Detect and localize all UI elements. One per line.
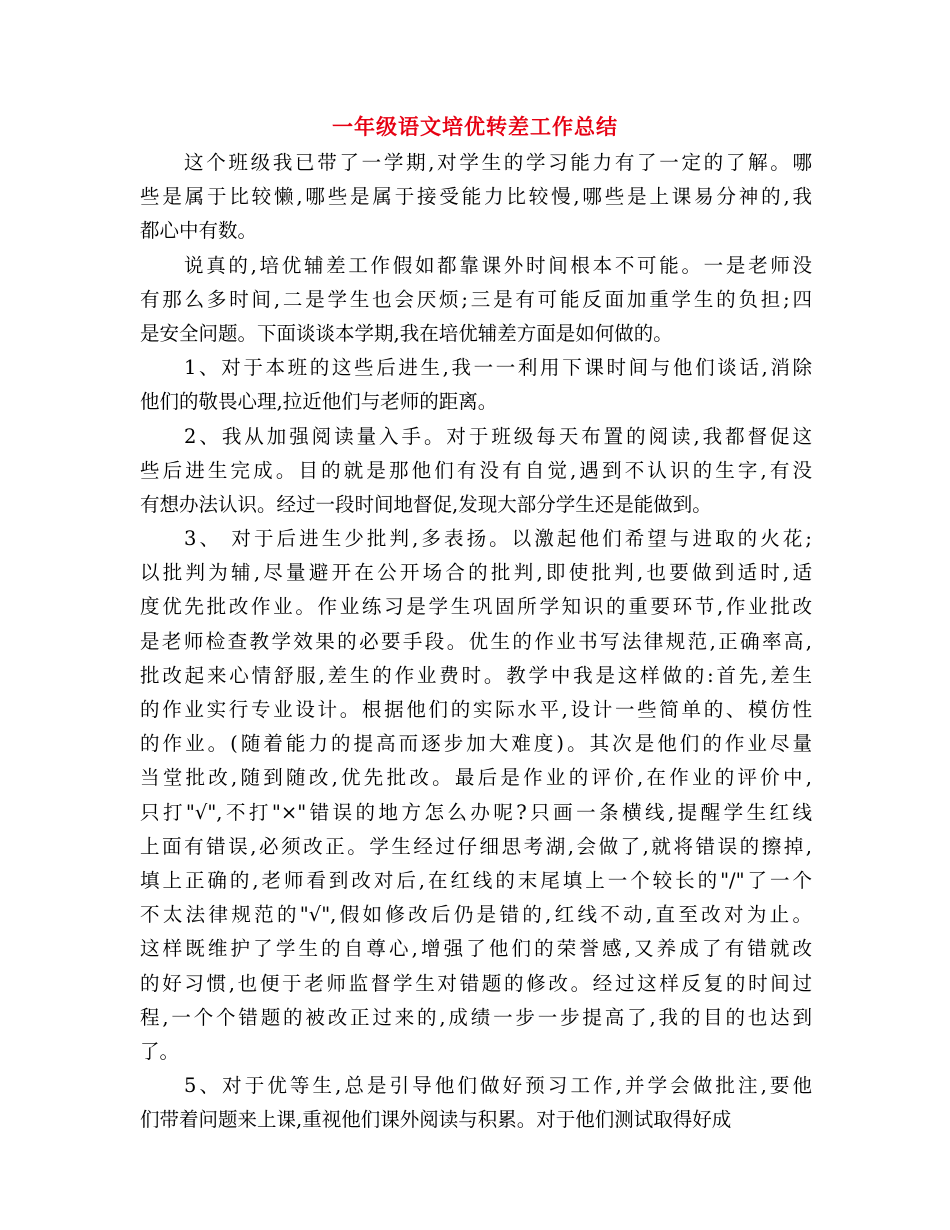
paragraph-line: 程,一个个错题的被改正过来的,成绩一步一步提高了,我的目的也达到 — [140, 1005, 812, 1029]
paragraph-line: 当堂批改,随到随改,优先批改。最后是作业的评价,在作业的评价中, — [140, 766, 812, 790]
paragraph-line: 3、 对于后进生少批判,多表扬。以激起他们希望与进取的火花; — [184, 527, 812, 551]
paragraph-line: 以批判为辅,尽量避开在公开场合的批判,即使批判,也要做到适时,适 — [140, 561, 812, 585]
paragraph-line: 5、对于优等生,总是引导他们做好预习工作,并学会做批注,要他 — [184, 1074, 812, 1098]
paragraph — [140, 351, 812, 419]
paragraph — [140, 146, 812, 249]
paragraph-line: 的好习惯,也便于老师监督学生对错题的修改。经过这样反复的时间过 — [140, 971, 812, 995]
document-title: 一年级语文培优转差工作总结 — [332, 114, 618, 139]
paragraph-line: 有那么多时间,二是学生也会厌烦;三是有可能反面加重学生的负担;四 — [140, 287, 812, 311]
paragraph — [140, 420, 812, 523]
paragraph-line: 他们的敬畏心理,拉近他们与老师的距离。 — [140, 390, 498, 414]
paragraph-line: 说真的,培优辅差工作假如都靠课外时间根本不可能。一是老师没 — [184, 253, 812, 277]
paragraph-line: 上面有错误,必须改正。学生经过仔细思考湖,会做了,就将错误的擦掉, — [140, 834, 812, 858]
paragraph-line: 度优先批改作业。作业练习是学生巩固所学知识的重要环节,作业批改 — [140, 595, 812, 619]
paragraph-line: 2、我从加强阅读量入手。对于班级每天布置的阅读,我都督促这 — [184, 424, 812, 448]
paragraph — [140, 1069, 812, 1137]
paragraph — [140, 522, 812, 1069]
paragraph-line: 这个班级我已带了一学期,对学生的学习能力有了一定的了解。哪 — [184, 151, 812, 174]
paragraph-line: 的作业实行专业设计。根据他们的实际水平,设计一些简单的、模仿性 — [140, 698, 812, 721]
paragraph-line: 批改起来心情舒服,差生的作业费时。教学中我是这样做的:首先,差生 — [140, 663, 812, 687]
paragraph-line: 都心中有数。 — [140, 219, 258, 243]
paragraph-line: 是老师检查教学效果的必要手段。优生的作业书写法律规范,正确率高, — [140, 629, 812, 653]
paragraph — [140, 249, 812, 352]
paragraph-line: 的作业。(随着能力的提高而逐步加大难度)。其次是他们的作业尽量 — [140, 732, 812, 756]
paragraph-line: 填上正确的,老师看到改对后,在红线的末尾填上一个较长的"/"了一个 — [140, 868, 812, 892]
paragraph-line: 不太法律规范的"√",假如修改后仍是错的,红线不动,直至改对为止。 — [140, 903, 812, 927]
paragraph-line: 些是属于比较懒,哪些是属于接受能力比较慢,哪些是上课易分神的,我 — [140, 185, 812, 209]
paragraph-line: 1、对于本班的这些后进生,我一一利用下课时间与他们谈话,消除 — [184, 356, 812, 380]
paragraph-line: 了。 — [140, 1039, 180, 1063]
paragraph-line: 只打"√",不打"×"错误的地方怎么办呢?只画一条横线,提醒学生红线 — [140, 800, 812, 824]
document-body — [140, 146, 812, 1137]
paragraph-line: 些后进生完成。目的就是那他们有没有自觉,遇到不认识的生字,有没 — [140, 458, 812, 482]
paragraph-line: 这样既维护了学生的自尊心,增强了他们的荣誉感,又养成了有错就改 — [140, 937, 812, 961]
paragraph-line: 们带着问题来上课,重视他们课外阅读与积累。对于他们测试取得好成 — [140, 1108, 732, 1132]
paragraph-line: 有想办法认识。经过一段时间地督促,发现大部分学生还是能做到。 — [140, 492, 712, 516]
paragraph-line: 是安全问题。下面谈谈本学期,我在培优辅差方面是如何做的。 — [140, 321, 673, 345]
